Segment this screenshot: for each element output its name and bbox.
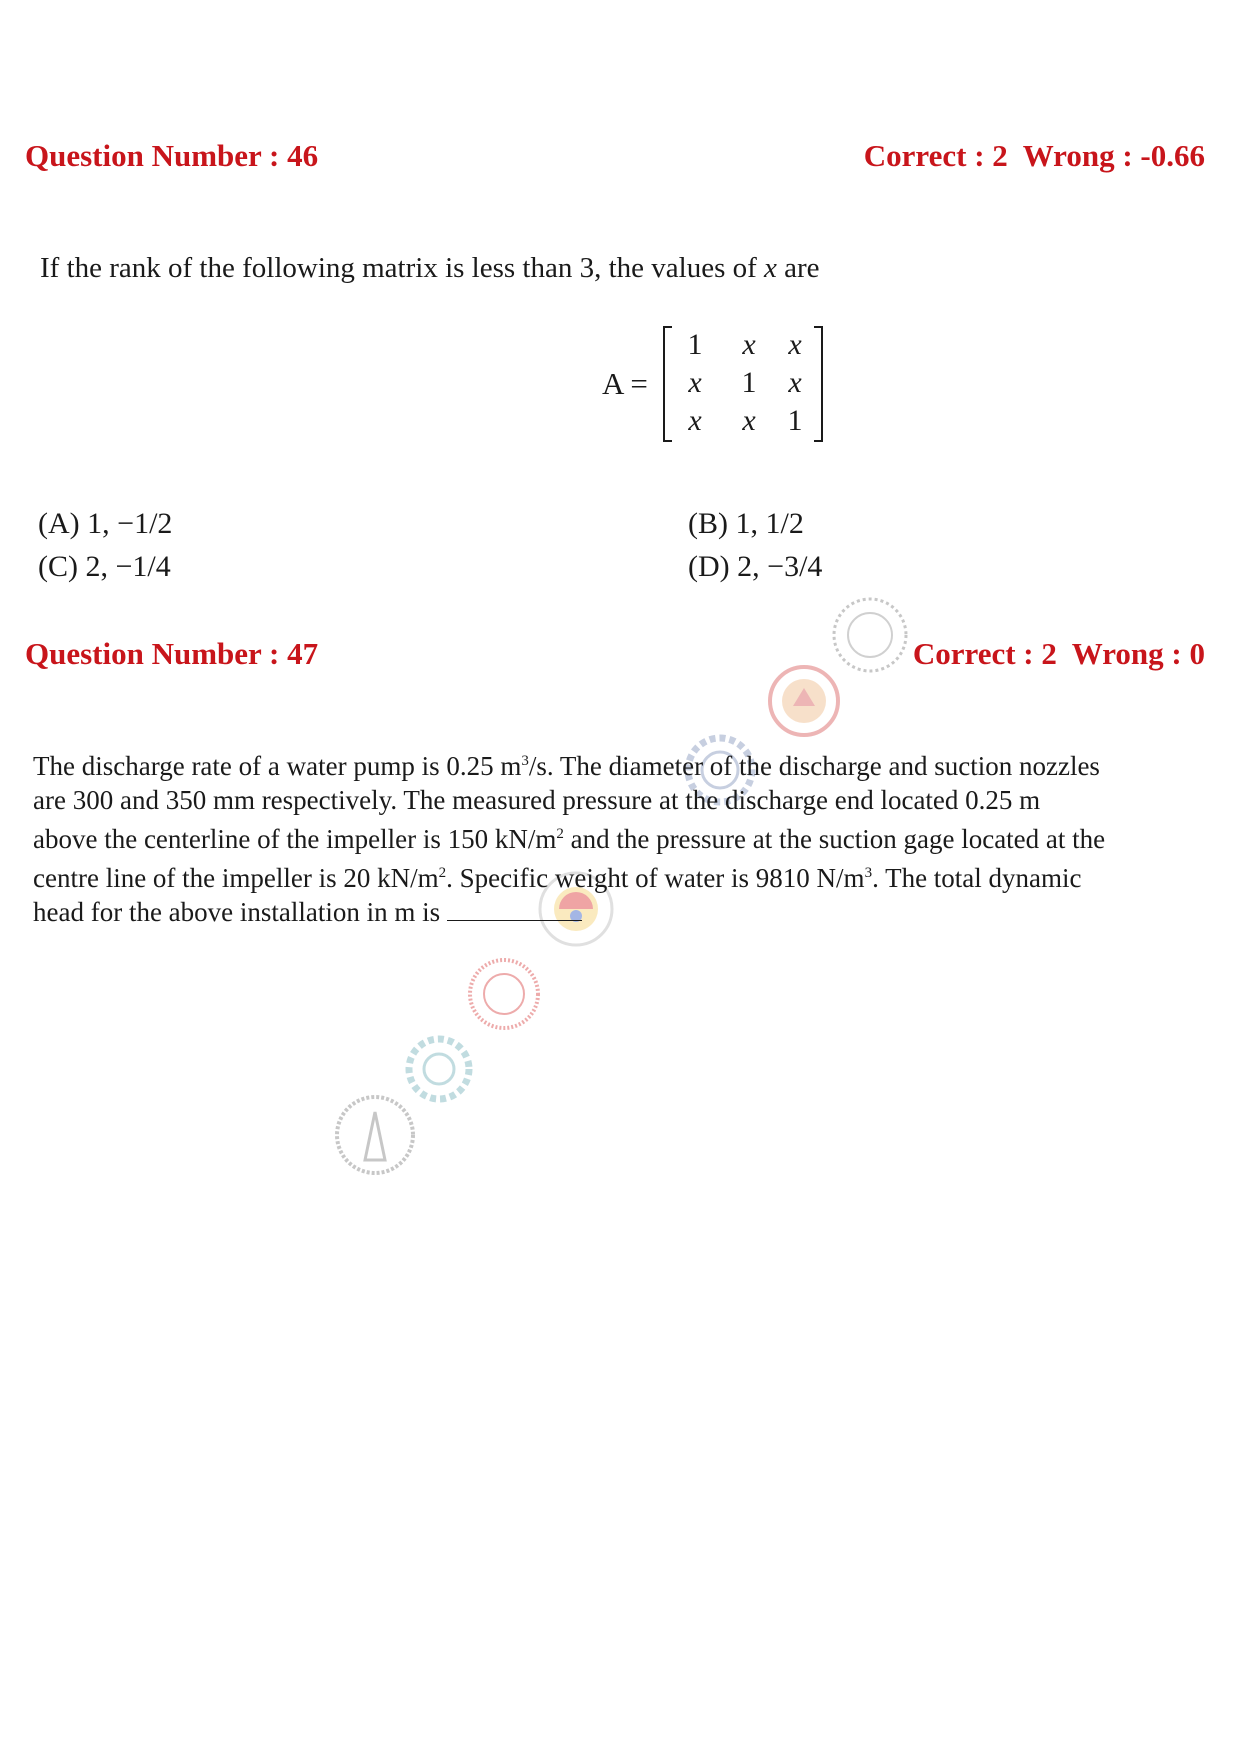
- matrix-cell: 1: [787, 404, 803, 437]
- prompt-text-end: are: [776, 252, 820, 284]
- watermark-seal-icon: [465, 955, 543, 1033]
- matrix-cell: x: [688, 404, 702, 437]
- option-d[interactable]: (D) 2, −3/4: [688, 550, 823, 583]
- question-46-number: Question Number : 46: [25, 138, 319, 173]
- superscript: 2: [438, 865, 447, 881]
- matrix-equation: [0, 322, 1240, 446]
- prompt-line: are 300 and 350 mm respectively. The measured pressure at the discharge end located 0.25 m: [33, 785, 1041, 815]
- answer-blank[interactable]: [447, 898, 582, 921]
- matrix-cell: 1: [687, 328, 703, 361]
- prompt-text: /s. The diameter of the discharge and suction nozzles: [528, 751, 1100, 781]
- prompt-text: The discharge rate of a water pump is 0.25 m: [33, 751, 522, 781]
- prompt-text: centre line of the impeller is 20 kN/m: [33, 863, 439, 893]
- prompt-text: and the pressure at the suction gage located at the: [563, 824, 1106, 854]
- question-47-prompt: [33, 744, 1213, 929]
- right-bracket: [814, 326, 823, 442]
- matrix-cell: x: [688, 366, 702, 399]
- matrix-a: [663, 326, 823, 442]
- option-c[interactable]: (C) 2, −1/4: [38, 550, 171, 583]
- prompt-text: head for the above installation in m is: [33, 897, 447, 927]
- question-46-prompt: [40, 250, 1200, 286]
- question-47-number: Question Number : 47: [25, 636, 319, 671]
- matrix-cell: 1: [741, 366, 757, 399]
- question-46-marks: Correct : 2 Wrong : -0.66: [863, 138, 1205, 173]
- question-47-marks: Correct : 2 Wrong : 0: [912, 636, 1205, 671]
- option-a[interactable]: (A) 1, −1/2: [38, 507, 173, 540]
- watermark-seal-icon: [330, 1090, 420, 1180]
- prompt-variable: x: [764, 252, 777, 284]
- prompt-text: . Specific weight of water is 9810 N/m: [446, 863, 865, 893]
- prompt-text: If the rank of the following matrix is less than 3, the values of: [40, 252, 765, 284]
- prompt-line: [33, 895, 1213, 929]
- prompt-text: above the centerline of the impeller is 150 kN/m: [33, 824, 557, 854]
- question-47-header: [25, 632, 1205, 676]
- superscript: 3: [864, 865, 873, 881]
- matrix-cell: x: [788, 366, 802, 399]
- superscript: 3: [521, 753, 529, 769]
- prompt-line: [33, 817, 1213, 856]
- matrix-lhs: A =: [602, 366, 648, 401]
- question-46-header: [25, 134, 1205, 178]
- prompt-line: [33, 856, 1213, 895]
- superscript: 2: [556, 826, 564, 842]
- matrix-cell: x: [742, 328, 756, 361]
- prompt-text: . The total dynamic: [872, 863, 1082, 893]
- option-b[interactable]: (B) 1, 1/2: [688, 507, 804, 540]
- matrix-cell: x: [742, 404, 756, 437]
- matrix-cell: x: [788, 328, 802, 361]
- left-bracket: [663, 326, 672, 442]
- prompt-line: [33, 744, 1213, 783]
